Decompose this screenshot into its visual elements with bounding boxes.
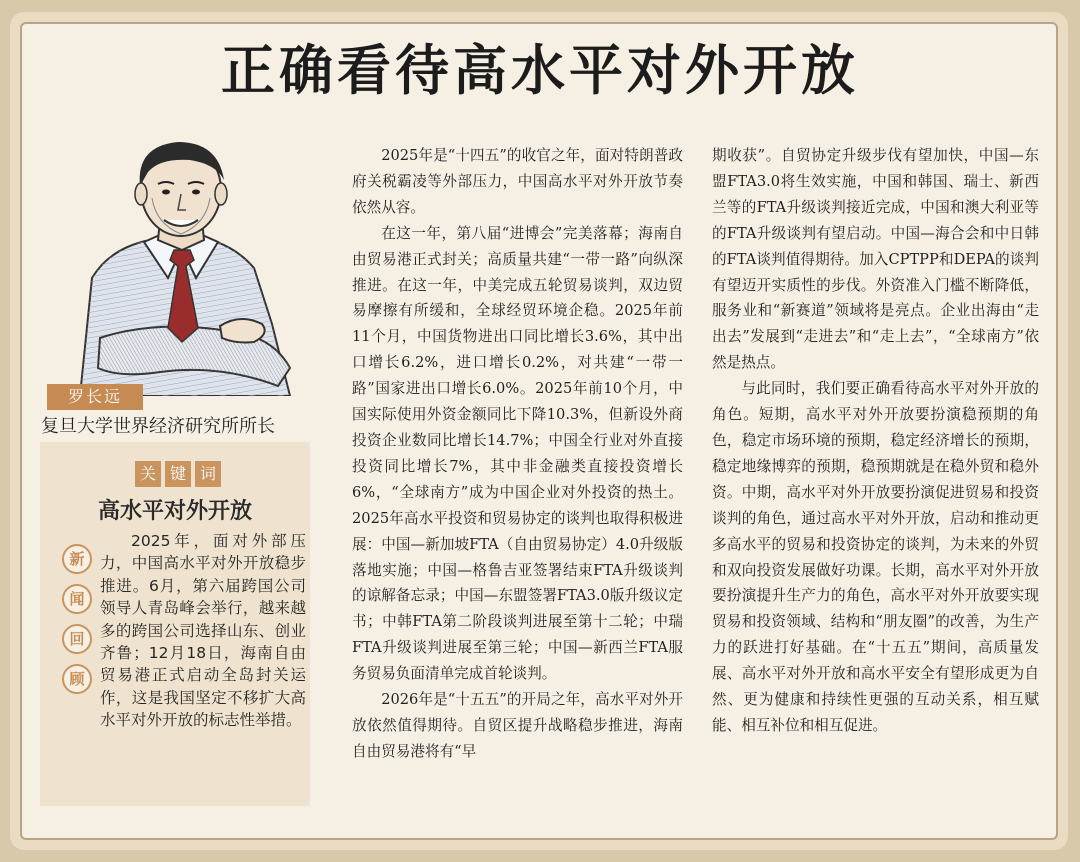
author-name-tag: 罗长远 — [47, 384, 143, 410]
headline: 正确看待高水平对外开放 — [221, 39, 859, 102]
keyword-tag-char: 词 — [195, 461, 221, 487]
article-paragraph: 2025年是“十四五”的收官之年，面对特朗普政府关税霸凌等外部压力，中国高水平对外开放节奏依然从容。 — [352, 147, 683, 216]
news-review-text: 2025年，面对外部压力，中国高水平对外开放稳步推进。6月，第六届跨国公司领导人青岛峰会举行，越来越多的跨国公司选择山东、创业齐鲁；12月18日，海南自由贸易港正式启动全岛封关运作，这是我国坚定不移扩大高水平对外开放的标志性举措。 — [100, 532, 306, 730]
news-review-label — [62, 544, 92, 694]
news-label-char: 闻 — [62, 584, 92, 614]
keyword-tag — [135, 461, 221, 489]
news-label-char: 回 — [62, 624, 92, 654]
article-column-2 — [712, 143, 1039, 739]
article-paragraph: 在这一年，第八届“进博会”完美落幕；海南自由贸易港正式封关；高质量共建“一带一路”向纵深推进。在这一年，中美完成五轮贸易谈判，双边贸易摩擦有所缓和，全球经贸环境企稳。2025年前11个月，中国货物进出口同比增长3.6%，其中出口增长6.2%，进口增长0.2%，对共建“一带一路”国家进出口增长6.0%。2025年前10个月，中国实际使用外资金额同比下降10.3%，但新设外商投资企业数同比增长14.7%；中国全行业对外直接投资同比增长7%，其中非金融类直接投资增长6%，“全球南方”成为中国企业对外投资的热土。2025年高水平投资和贸易协定的谈判也取得积极进展：中国—新加坡FTA（自由贸易协定）4.0升级版落地实施；中国—格鲁吉亚签署结束FTA升级谈判的谅解备忘录；中国—东盟签署FTA3.0版升级议定书；中韩FTA第二阶段谈判进展至第十二轮；中瑞FTA升级谈判进展至第三轮；中国—新西兰FTA服务贸易负面清单完成首轮谈判。 — [352, 224, 683, 683]
author-portrait — [40, 128, 320, 396]
article-paragraph: 与此同时，我们要正确看待高水平对外开放的角色。短期，高水平对外开放要扮演稳预期的角色，稳定市场环境的预期，稳定经济增长的预期，稳定地缘博弈的预期，稳预期就是在稳外贸和稳外资。中期，高水平对外开放要扮演促进贸易和投资谈判的角色，通过高水平对外开放，启动和推动更多高水平的贸易和投资协定的谈判，为未来的外贸和双向投资发展做好功课。长期，高水平对外开放要扮演提升生产力的角色，高水平对外开放要实现贸易和投资领域、结构和“朋友圈”的改善，为生产力的跃进打好基础。在“十五五”期间，高质量发展、高水平对外开放和高水平安全有望形成更为自然、更为健康和持续性更强的互动关系，相互赋能、相互补位和相互促进。 — [712, 380, 1039, 734]
news-label-char: 新 — [62, 544, 92, 574]
article-paragraph: 2026年是“十五五”的开局之年，高水平对外开放依然值得期待。自贸区提升战略稳步推进，海南自由贸易港将有“早 — [352, 691, 683, 760]
keyword-tag-char: 关 — [135, 461, 161, 487]
article-paragraph: 期收获”。自贸协定升级步伐有望加快，中国—东盟FTA3.0将生效实施，中国和韩国、瑞士、新西兰等的FTA升级谈判接近完成，中国和澳大利亚等的FTA升级谈判有望启动。中国—海合会和中日韩的FTA谈判值得期待。加入CPTPP和DEPA的谈判有望迈开实质性的步伐。外资准入门槛不断降低，服务业和“新赛道”领域将是亮点。企业出海由“走出去”发展到“走进去”和“走上去”，“全球南方”依然是热点。 — [712, 147, 1039, 372]
article-column-1 — [352, 143, 683, 765]
keyword-tag-char: 键 — [165, 461, 191, 487]
keyword-title: 高水平对外开放 — [97, 499, 252, 524]
news-label-char: 顾 — [62, 664, 92, 694]
author-affiliation: 复旦大学世界经济研究所所长 — [41, 416, 275, 437]
